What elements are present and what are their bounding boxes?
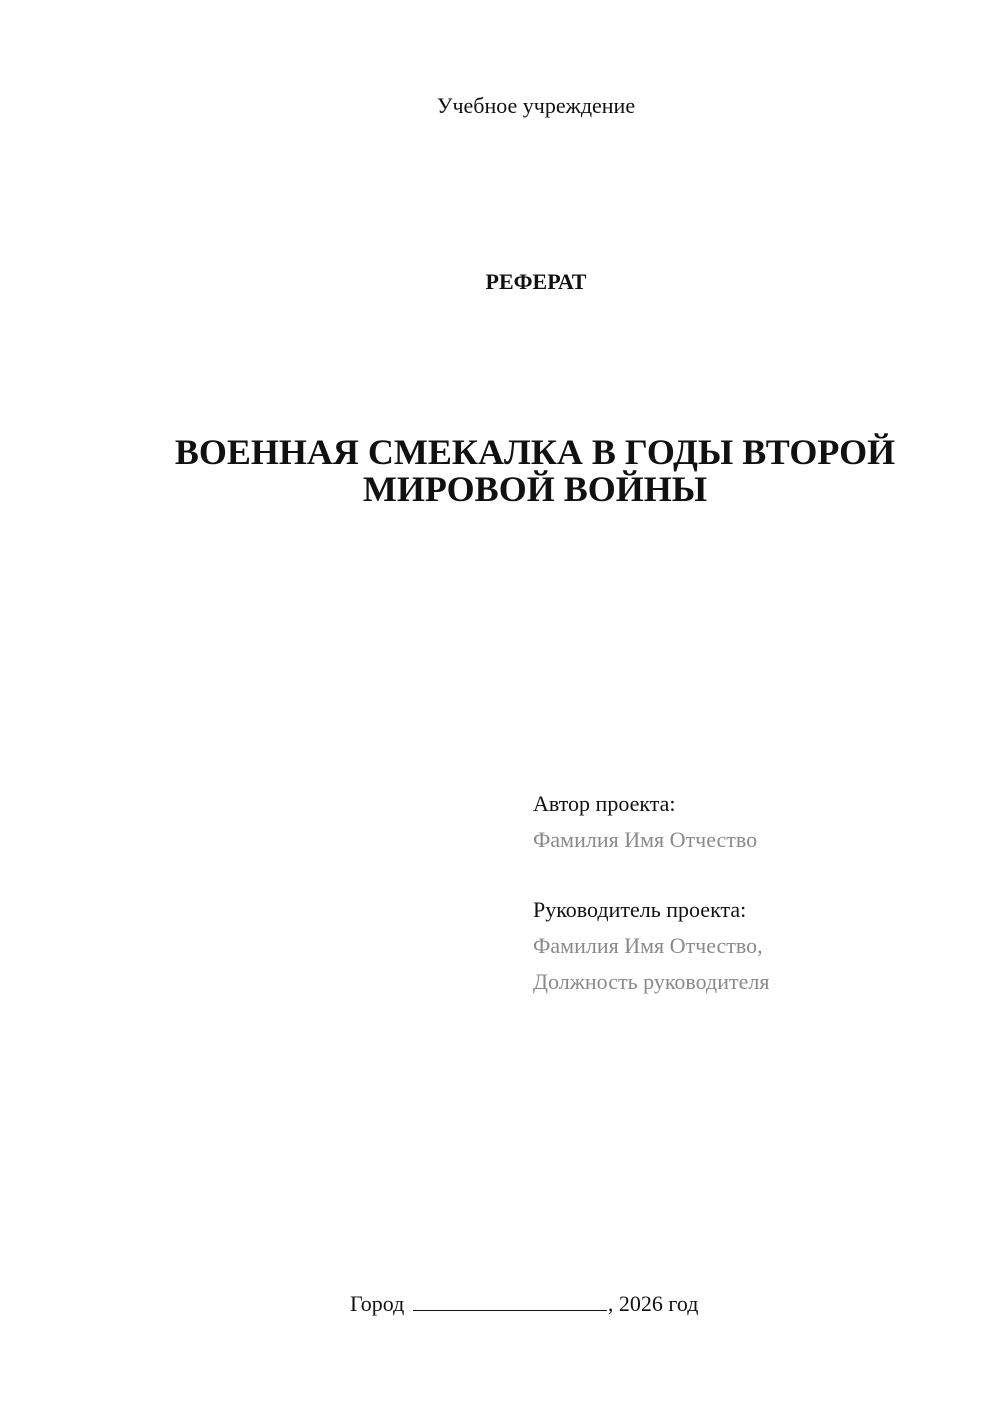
document-title-line-2: МИРОВОЙ ВОЙНЫ <box>362 469 708 509</box>
supervisor-position-placeholder: Должность руководителя <box>533 969 770 994</box>
author-label: Автор проекта: <box>533 791 676 816</box>
city-label: Город <box>350 1291 405 1316</box>
document-title-line-1: ВОЕННАЯ СМЕКАЛКА В ГОДЫ ВТОРОЙ <box>174 432 896 472</box>
document-title <box>120 434 950 508</box>
author-name-placeholder: Фамилия Имя Отчество <box>533 827 758 852</box>
institution-name: Учебное учреждение <box>436 93 636 118</box>
city-year-footer <box>350 1289 750 1319</box>
credits-spacer <box>533 858 973 892</box>
year-text: , 2026 год <box>607 1291 699 1316</box>
supervisor-name-placeholder: Фамилия Имя Отчество, <box>533 933 763 958</box>
credits-block <box>533 786 973 1000</box>
supervisor-label: Руководитель проекта: <box>533 897 747 922</box>
document-type-heading: РЕФЕРАТ <box>485 269 587 294</box>
city-fill-in-line <box>413 1290 607 1311</box>
